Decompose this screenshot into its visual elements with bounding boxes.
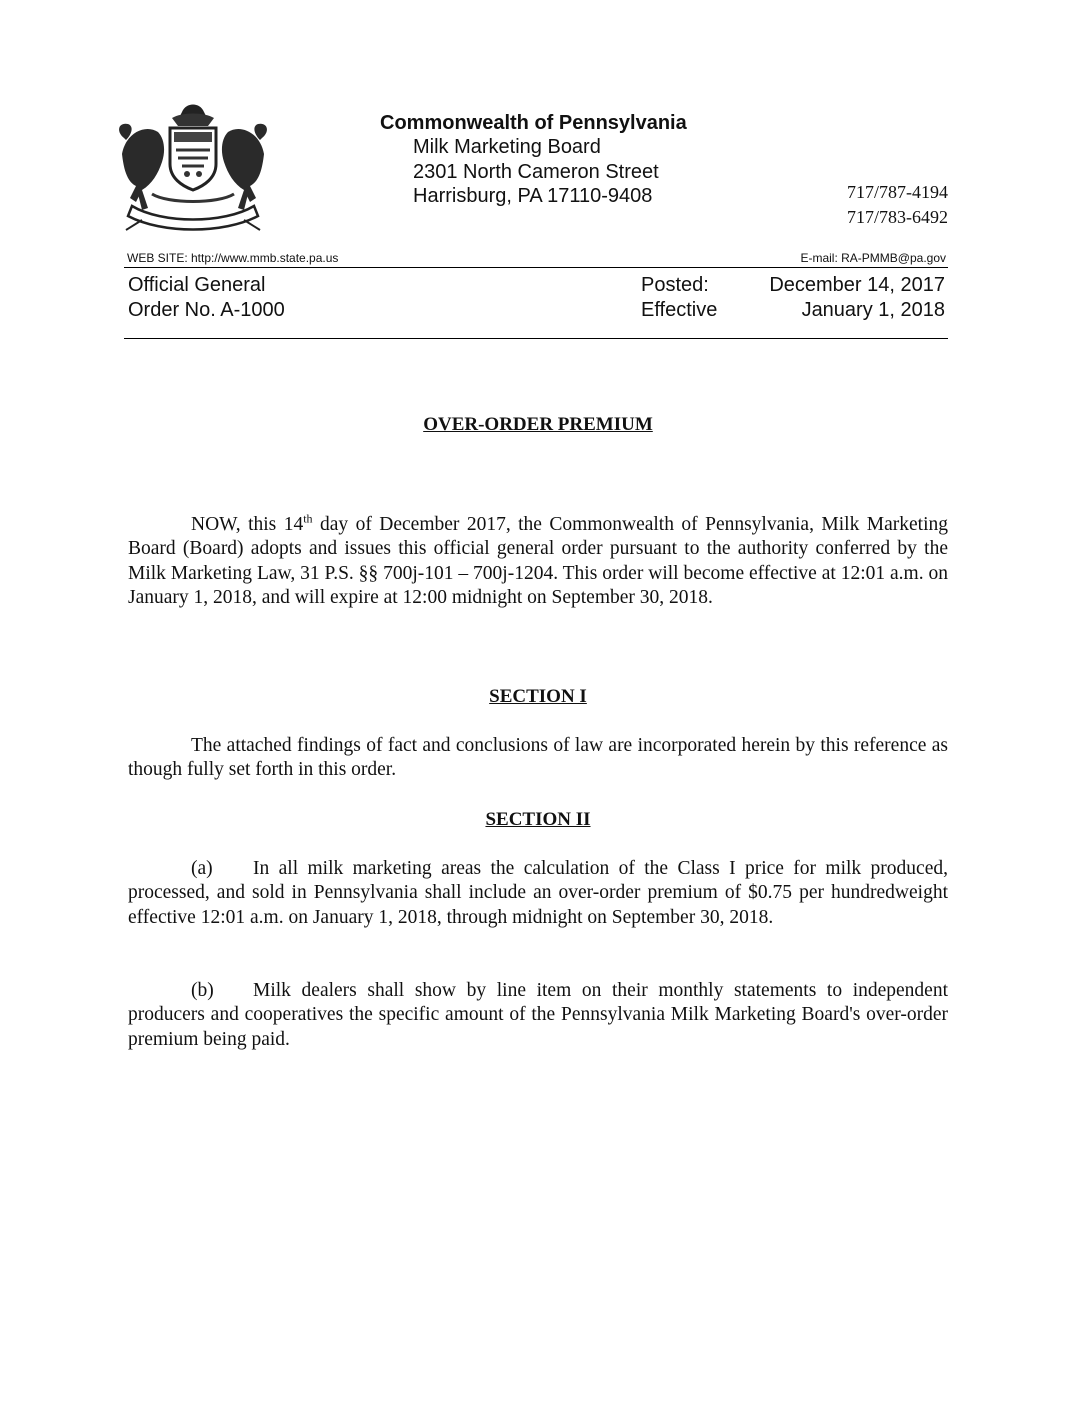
paragraph-b-text: Milk dealers shall show by line item on their monthly statements to independent producers and cooperatives the specific amount of the Pennsylvania Milk Marketing Board's over-order premium being paid. (128, 980, 948, 1050)
section-2-paragraph-b (128, 979, 948, 1052)
intro-paragraph (128, 513, 948, 610)
posted-date: December 14, 2017 (769, 274, 945, 296)
document-title: OVER-ORDER PREMIUM (423, 414, 653, 435)
intro-text-start: NOW, this 14 (191, 514, 304, 535)
phone-number-2: 717/783-6492 (847, 207, 948, 227)
section-1-text: The attached findings of fact and conclusions of law are incorporated herein by this reference as though fully set forth in this order. (128, 735, 948, 781)
city-state-zip: Harrisburg, PA 17110-9408 (413, 185, 653, 207)
section-2-paragraph-a (128, 857, 948, 930)
order-label-line-2: Order No. A-1000 (128, 299, 285, 321)
paragraph-a-text: In all milk marketing areas the calculation of the Class I price for milk produced, processed, and sold in Pennsylvania shall include an over-order premium of $0.75 per hundredweight effective 12:01 a.m. on January 1, 2018, through midnight on September 30, 2018. (128, 858, 948, 928)
effective-label: Effective (641, 299, 718, 321)
paragraph-b-marker: (b) (191, 980, 214, 1001)
state-seal-logo (112, 98, 274, 236)
section-1-heading: SECTION I (489, 686, 587, 707)
header-divider-bottom (124, 338, 948, 339)
board-name: Milk Marketing Board (413, 136, 601, 158)
paragraph-a-marker: (a) (191, 858, 213, 879)
header-divider-top (124, 267, 948, 268)
effective-date: January 1, 2018 (801, 299, 945, 321)
section-1-paragraph (128, 734, 948, 783)
order-label-line-1: Official General (128, 274, 266, 296)
email-label: E-mail: RA-PMMB@pa.gov (800, 251, 946, 265)
website-label: WEB SITE: http://www.mmb.state.pa.us (127, 251, 339, 265)
phone-number-1: 717/787-4194 (847, 182, 948, 202)
org-name: Commonwealth of Pennsylvania (380, 112, 687, 134)
intro-text-rest: day of December 2017, the Commonwealth of Pennsylvania, Milk Marketing Board (Board) adopts and issues this official general order pursuant to the authority conferred by the Milk Marketing Law, 31 P.S. §§ 700j-101 – 700j-1204. This order will become effective at 12:01 a.m. on January 1, 2018, and will expire at 12:00 midnight on September 30, 2018. (128, 514, 948, 608)
section-2-heading: SECTION II (485, 809, 591, 830)
street-address: 2301 North Cameron Street (413, 161, 659, 183)
ordinal-suffix: th (303, 511, 313, 526)
posted-label: Posted: (641, 274, 709, 296)
